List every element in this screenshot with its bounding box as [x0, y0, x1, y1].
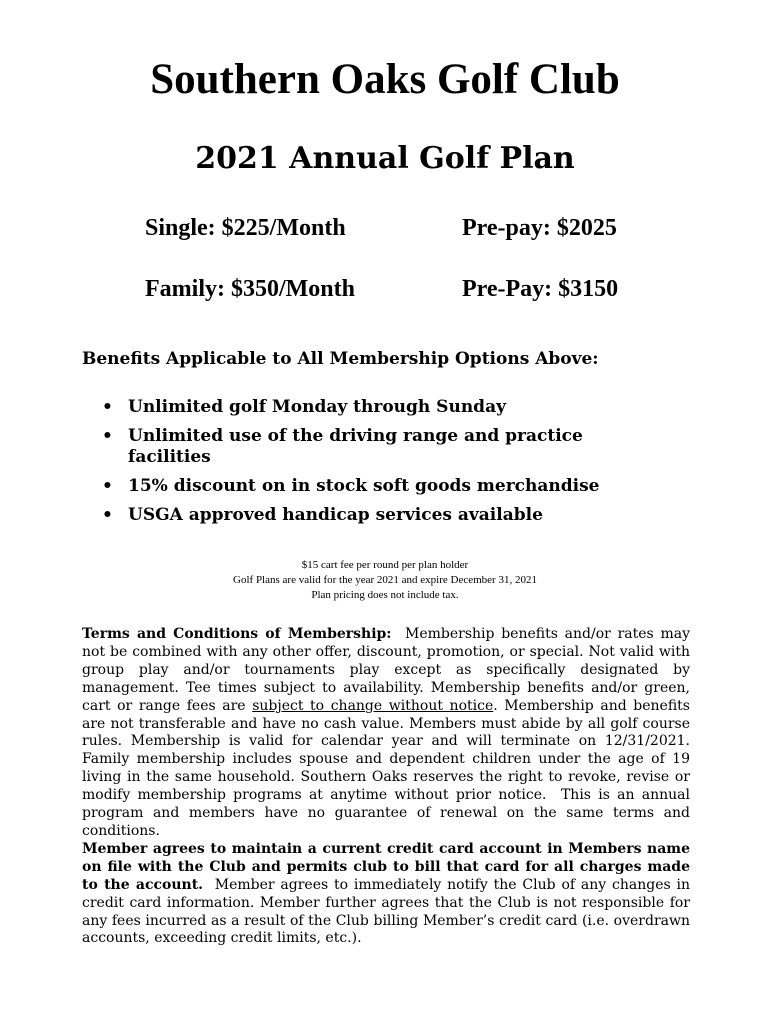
benefit-text: Unlimited use of the driving range and practice facilities	[128, 426, 583, 467]
agreement-paragraph	[82, 840, 695, 948]
bullet-icon: •	[102, 505, 113, 525]
change-notice-text: subject to change without notice	[252, 697, 494, 714]
single-monthly-price: Single: $225/Month	[145, 215, 346, 241]
terms-paragraph	[82, 626, 695, 841]
terms-text: Membership benefits and/or rates may not be combined with any other offer, discount, promotion, or special. Not valid with group play and/or tournaments play except as specifically designated by management. Tee times subject to availability. Membership benefits and/or green, cart or range fees are	[82, 626, 695, 714]
agreement-text: Member agrees to immediately notify the Club of any changes in credit card information. Member further agrees that the Club is not responsible for any fees incurred as a result of the Club billing Member’s credit card (i.e. overdrawn accounts, exceeding credit limits, etc.).	[82, 876, 695, 947]
plan-notes	[0, 558, 770, 603]
cart-fee-note: $15 cart fee per round per plan holder	[301, 559, 469, 571]
terms-text: . Membership and benefits are not transferable and have no cash value. Members must abide by all golf course rules. Membership is valid for calendar year and will terminate on 12/31/2021. Family membership includes spouse and dependent children under the age of 19 living in the same household. Southern Oaks reserves the right to revoke, revise or modify membership programs at anytime without prior notice. This is an annual program and members have no guarantee of renewal on the same terms and conditions.	[82, 697, 695, 839]
family-monthly-price: Family: $350/Month	[145, 276, 355, 302]
benefits-heading: Benefits Applicable to All Membership Options Above:	[82, 349, 599, 369]
club-title: Southern Oaks Golf Club	[150, 56, 620, 103]
list-item	[82, 476, 642, 497]
terms-and-conditions	[82, 626, 695, 948]
credit-card-agreement: Member agrees to maintain a current credit card account in Members name on file with the Club and permits club to bill that card for all charges made to the account.	[82, 840, 690, 893]
plan-title: 2021 Annual Golf Plan	[195, 141, 575, 176]
benefits-list	[82, 397, 642, 534]
list-item	[82, 505, 642, 526]
benefit-text: 15% discount on in stock soft goods merchandise	[128, 476, 600, 496]
list-item	[82, 426, 642, 468]
bullet-icon: •	[102, 426, 113, 446]
terms-heading: Terms and Conditions of Membership:	[82, 626, 392, 642]
list-item	[82, 397, 642, 418]
single-prepay-price: Pre-pay: $2025	[462, 215, 617, 241]
validity-note: Golf Plans are valid for the year 2021 and expire December 31, 2021	[233, 574, 537, 586]
benefit-text: USGA approved handicap services available	[128, 505, 543, 525]
bullet-icon: •	[102, 476, 113, 496]
family-prepay-price: Pre-Pay: $3150	[462, 276, 619, 302]
benefit-text: Unlimited golf Monday through Sunday	[128, 397, 506, 417]
bullet-icon: •	[102, 397, 113, 417]
tax-note: Plan pricing does not include tax.	[311, 589, 459, 601]
